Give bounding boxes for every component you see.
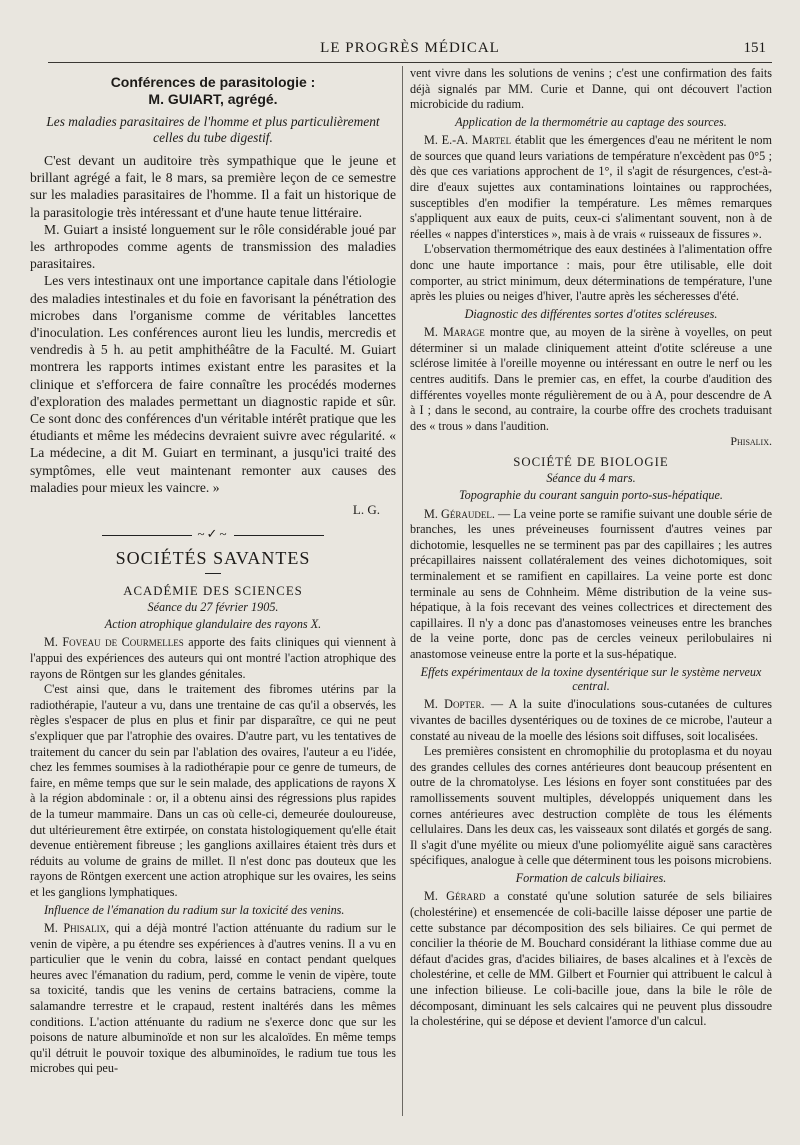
article-title: Effets expérimentaux de la toxine dysentérique sur le système nerveux central. (420, 664, 762, 694)
author-name: M. E.-A. Martel (424, 133, 512, 148)
paragraph-text: montre que, au moyen de la sirène à voyelles, on peut déterminer si un malade cliniquement atteint d'otite scléreuse a une sclérose limitée à l'oreille moyenne ou intéressant en outre le nerf ou les centres auditifs. Dans le premier cas, en effet, la courbe d'audition des différentes voyelles monte régulièrement de ou à A, pour descendre de A à I ; dans le second, au contraire, la courbe offre des crochets traduisant des « trous » dans l'audition. (410, 325, 772, 433)
article-title: Topographie du courant sanguin porto-sus-hépatique. (459, 488, 723, 503)
paragraph (410, 507, 772, 663)
paragraph-text: a constaté qu'une solution saturée de sels biliaires (cholestérine) et ensemencée de coli-bacille laisse déposer une partie de cette substance par décomposition des sels biliaires. Ce qui permet de concilier la théorie de M. Bouchard considérant la lithiase comme due au défaut d'acides gras, d'acides biliaires, de bases alcalines et à l'excès de cholestérine, et celle de MM. Gilbert et Fournier qui attribuent le calcul à une infection bilieuse. Le coli-bacille joue, dans la bile le rôle de décomposant, diminuant les sels calcaires qui ne peuvent plus dissoudre la cholestérine, qui se dépose et devient l'amorce d'un calcul. (410, 889, 772, 1029)
paragraph (410, 889, 772, 1029)
paragraph: L'observation thermométrique des eaux destinées à l'alimentation offre donc une haute importance : mais, pour être utilisable, elle doit comporter, au strict minimum, deux déterminations de température, l'une après les pluies ou neiges d'hiver, l'autre après les sécheresses d'été. (410, 242, 772, 304)
running-header (48, 38, 772, 63)
paragraph: Les vers intestinaux ont une importance capitale dans l'étiologie des maladies intestinales et du foie en favorisant la pénétration des microbes dans l'organisme comme de véritables lancettes d'inoculation. Les conférences auront lieu les lundis, mercredis et vendredis à 5 h. au petit amphithéâtre de la Faculté. M. Guiart montrera les rapports intimes existant entre les parasites et la clinique et s'efforcera de faire connaître les procédés modernes d'exploration des malades permettant un diagnostic rapide et sûr. Ce sont donc des conférences d'un véritable intérêt pratique que les étudiants et même les médecins devraient suivre avec régularité. « La médecine, a dit M. Guiart en terminant, a jusqu'ici traité des symptômes, elle veut maintenant remonter aux causes des maladies pour mieux les vaincre. » (30, 273, 396, 495)
paragraph (410, 133, 772, 242)
author-name: M. Phisalix (44, 920, 107, 935)
session-date: Séance du 27 février 1905. (147, 600, 279, 615)
ornament (30, 526, 396, 542)
paragraph: C'est ainsi que, dans le traitement des fibromes utérins par la radiothérapie, l'auteur a vu, dans une trentaine de cas qu'il a observés, les règles s'espacer de plus en plus et finir par disparaître, ce qui ne peut s'expliquer que par l'atrophie des ovaires. D'autre part, vu les tentatives de traitement du cancer du sein par l'ablation des ovaires, l'auteur a eu l'idée, chez les femmes soumises à la radiothérapie pour ce genre de tumeurs, de faire, en même temps que sur le sein malade, des applications de rayons X à la région abdominale : or, il a obtenu ainsi des régressions plus rapides de la tumeur mammaire. Dans un cas où celle-ci, demeurée douloureuse, dut ultérieurement être extirpée, on constata histologiquement qu'elle était devenue entièrement fibreuse ; les ganglions axillaires étaient très durs et réduits au volume de grains de millet. Il n'est donc pas douteux que les rayons de Röntgen exercent une action atrophique sur les ovaires, les seins et les ganglions lymphatiques. (30, 682, 396, 899)
ornament-glyph: ~✓~ (197, 526, 229, 542)
paragraph (410, 325, 772, 434)
paragraph (30, 635, 396, 682)
author-name: M. Géraudel. (424, 506, 495, 521)
left-column (30, 66, 396, 1115)
signature: Phisalix. (730, 434, 772, 449)
paragraph: C'est devant un auditoire très sympathique que le jeune et brillant agrégé a fait, le 8 mars, sa première leçon de ce semestre sur les maladies parasitaires de l'homme. Il a fait un historique de la parasitologie très intéressant et d'une haute tenue littéraire. (30, 153, 396, 220)
page-number: 151 (743, 40, 766, 56)
conference-theme: Les maladies parasitaires de l'homme et plus particulièrement celles du tube digestif. (46, 114, 380, 145)
right-column (410, 66, 772, 1115)
paragraph-text: , qui a déjà montré l'action atténuante du radium sur le venin de vipère, a pu étendre ses expériences à d'autres venins. Il a vu en particulier que le venin du cobra, laissé en contact pendant quelques heures avec l'émanation du radium, perd, comme le venin de vipère, toute sa toxicité, tandis que les venins de certains batraciens, comme la salamandre terrestre et le crapaud, restent inaltérés dans les mêmes conditions. L'action atténuante du radium ne s'exerce donc que sur les poisons de nature albuminoïde et non sur les alcaloïdes. En même temps qu'il détruit le pouvoir toxique des albuminoïdes, le radium tue tous les microbes qui peu- (30, 920, 396, 1076)
article-title: Application de la thermométrie au captage des sources. (455, 114, 727, 129)
article-title: Action atrophique glandulaire des rayons X. (104, 617, 322, 632)
article-title: Influence de l'émanation du radium sur la toxicité des venins. (44, 902, 345, 917)
article-title: Formation de calculs biliaires. (515, 870, 667, 885)
divider (205, 573, 221, 574)
conference-title: Conférences de parasitologie : (110, 74, 316, 90)
paragraph: M. Guiart a insisté longuement sur le rôle considérable joué par les arthropodes comme agents de transmission des maladies parasitaires. (30, 221, 396, 272)
article-title: Diagnostic des différentes sortes d'otites scléreuses. (464, 306, 718, 321)
conference-speaker: M. GUIART, agrégé. (148, 91, 278, 107)
paragraph (30, 921, 396, 1077)
signature: L. G. (352, 502, 380, 518)
society-heading: SOCIÉTÉ DE BIOLOGIE (513, 455, 669, 470)
author-name: M. Gérard (424, 889, 486, 904)
session-date: Séance du 4 mars. (546, 471, 636, 486)
column-divider (402, 66, 403, 1116)
journal-title: LE PROGRÈS MÉDICAL (320, 40, 500, 56)
paragraph: Les premières consistent en chromophilie du protoplasma et du noyau des grandes cellules des cornes antérieures dont beaucoup présentent en outre de la chromatolyse. Les lésions en foyer sont constituées par des ramollissements souvent multiples, développés uniquement dans les cornes antérieures avec destruction complète de tous les éléments cellulaires. Dans les deux cas, les vaisseaux sont dilatés et gorgés de sang. Il s'agit d'une myélite ou mieux d'une poliomyélite aiguë sans caractères spécifiques, analogue à celle que déterminent tous les poisons microbiens. (410, 744, 772, 868)
section-title: SOCIÉTÉS SAVANTES (115, 548, 311, 569)
paragraph-text: établit que les émergences d'eau ne méritent le nom de sources que quand leurs variations de température n'excèdent pas 0°5 ; dès que ces variations approchent de 1°, il s'agit de résurgences, c'est-à-dire d'eaux sujettes aux contaminations lointaines ou rapprochées, susceptibles d'en modifier la température. Les mêmes remarques s'appliquent aux eaux de puits, ceux-ci s'alimentant souvent, non à de réelles « nappes d'interstices », mais à de vrais « ruisseaux de fissures ». (410, 133, 772, 241)
paragraph (410, 697, 772, 744)
paragraph: vent vivre dans les solutions de venins ; c'est une confirmation des faits déjà signalés par MM. Curie et Danne, qui ont découvert l'action microbicide du radium. (410, 66, 772, 112)
society-heading: ACADÉMIE DES SCIENCES (123, 584, 303, 599)
author-name: M. Marage (424, 325, 485, 340)
author-name: M. Foveau de Courmelles (44, 635, 184, 650)
author-name: M. Dopter. (424, 697, 485, 712)
paragraph-text: apporte des faits cliniques qui viennent à l'appui des expériences des auteurs qui ont montré l'action atrophique des rayons de Röntgen sur les glandes génitales. (30, 635, 396, 681)
paragraph-text: — A la suite d'inoculations sous-cutanées de cultures vivantes de bacilles dysentériques ou de toxines de ce microbe, l'auteur a constaté au niveau de la moelle des lésions soit diffuses, soit localisées. (410, 697, 772, 743)
paragraph-text: — La veine porte se ramifie suivant une double série de branches, les unes préveineuses fournissent d'autres veines par dichotomie, lesquelles ne se terminent pas par des capillaires ; les autres précapillaires naissent collatéralement des veines dichotomiques, soit terminalement et se ramifient en capillaires. La veine porte est donc terminale au sens de Cohnheim. Même distribution de la veine sus-hépatique, à la fois recevant des veines collectrices et directement des capillaires. Il n'y a donc pas d'anastomoses veineuses entre les branches de la veine porte, donc pas de cercles veineux perilobulaires ni anastomose veineuse entre la porte et la sus-hépatique. (410, 506, 772, 662)
